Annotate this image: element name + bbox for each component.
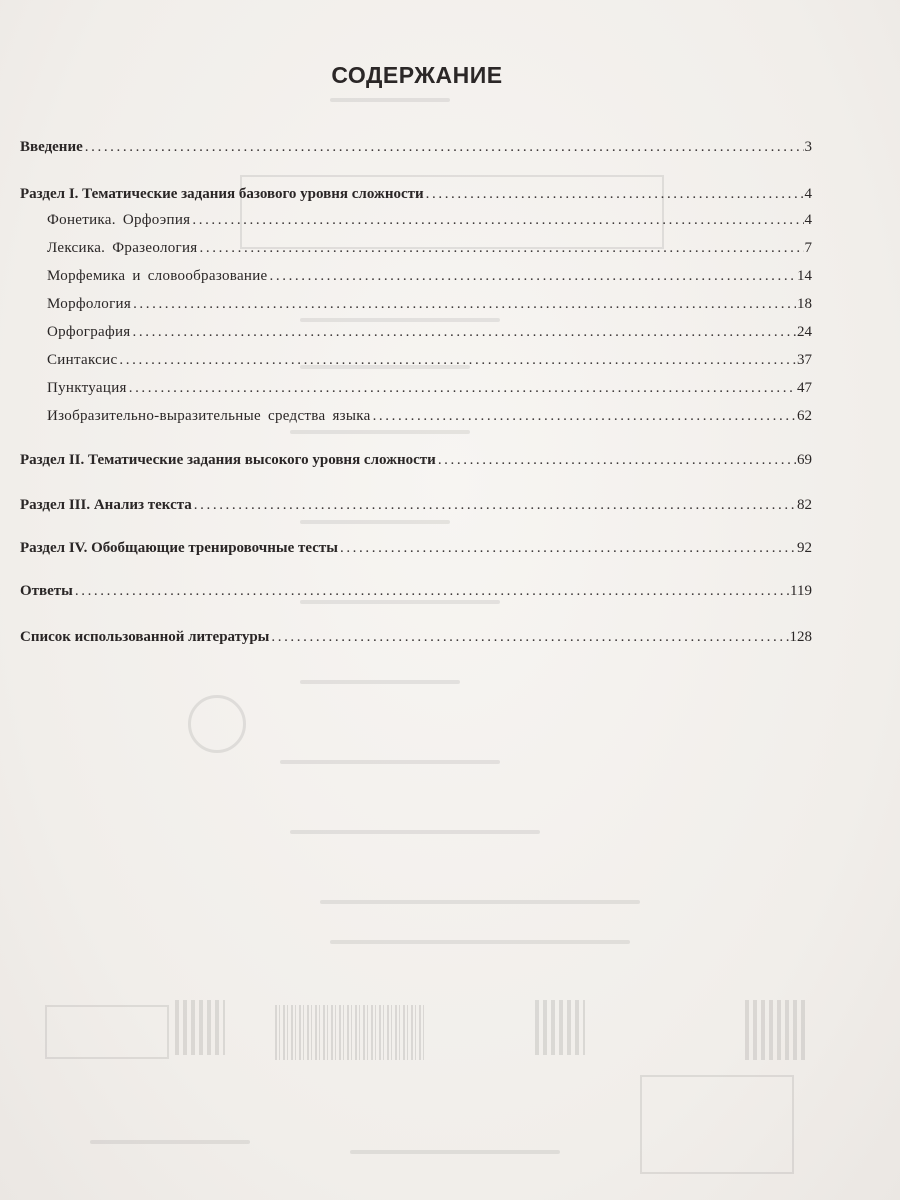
toc-entry bbox=[47, 406, 812, 426]
toc-entry-page: 3 bbox=[804, 139, 812, 155]
dot-leader bbox=[75, 581, 789, 601]
toc-entry-label: Раздел II. Тематические задания высокого уровня сложности bbox=[20, 452, 436, 468]
toc-entry bbox=[47, 322, 812, 342]
toc-entry bbox=[20, 184, 812, 204]
dot-leader bbox=[426, 184, 804, 204]
toc-entry bbox=[20, 495, 812, 515]
toc-entry-page: 82 bbox=[797, 497, 812, 513]
dot-leader bbox=[438, 450, 796, 470]
dot-leader bbox=[271, 627, 788, 647]
toc-entry-label: Ответы bbox=[20, 583, 73, 599]
dot-leader bbox=[85, 137, 804, 157]
toc-entry-label: Раздел III. Анализ текста bbox=[20, 497, 192, 513]
dot-leader bbox=[192, 210, 803, 230]
toc-entry bbox=[47, 238, 812, 258]
toc-entry-page: 62 bbox=[797, 408, 812, 424]
toc-entry-page: 4 bbox=[804, 212, 812, 228]
toc-entry-label: Морфемика и словообразование bbox=[47, 268, 268, 284]
toc-entry-label: Фонетика. Орфоэпия bbox=[47, 212, 191, 228]
toc-entry-page: 128 bbox=[789, 629, 812, 645]
dot-leader bbox=[133, 294, 796, 314]
page-title: СОДЕРЖАНИЕ bbox=[331, 62, 503, 88]
toc-entry-label: Синтаксис bbox=[47, 352, 118, 368]
toc-entry-page: 47 bbox=[797, 380, 812, 396]
toc-entry-page: 37 bbox=[797, 352, 812, 368]
dot-leader bbox=[200, 238, 804, 258]
toc-entry-label: Раздел IV. Обобщающие тренировочные тесты bbox=[20, 540, 338, 556]
toc-entry bbox=[20, 450, 812, 470]
toc-entry-label: Лексика. Фразеология bbox=[47, 240, 198, 256]
toc-entry-page: 119 bbox=[790, 583, 812, 599]
toc-entry-page: 7 bbox=[804, 240, 812, 256]
dot-leader bbox=[133, 322, 796, 342]
toc-entry-label: Введение bbox=[20, 139, 83, 155]
toc-entry-label: Изобразительно-выразительные средства языка bbox=[47, 408, 371, 424]
toc-entry-page: 92 bbox=[797, 540, 812, 556]
toc-entry bbox=[20, 627, 812, 647]
toc-entry bbox=[20, 581, 812, 601]
toc-entry-label: Орфография bbox=[47, 324, 131, 340]
toc-entry-label: Пунктуация bbox=[47, 380, 127, 396]
toc-entry-page: 14 bbox=[797, 268, 812, 284]
toc-entry-label: Раздел I. Тематические задания базового уровня сложности bbox=[20, 186, 424, 202]
toc-entry-label: Список использованной литературы bbox=[20, 629, 270, 645]
dot-leader bbox=[129, 378, 796, 398]
toc-entry bbox=[20, 137, 812, 157]
toc-entry-page: 4 bbox=[804, 186, 812, 202]
dot-leader bbox=[270, 266, 796, 286]
toc-entry bbox=[20, 538, 812, 558]
toc-entry bbox=[47, 350, 812, 370]
dot-leader bbox=[373, 406, 796, 426]
toc-entry bbox=[47, 378, 812, 398]
toc-entry-page: 18 bbox=[797, 296, 812, 312]
toc-entry-label: Морфология bbox=[47, 296, 132, 312]
toc-entry-page: 24 bbox=[797, 324, 812, 340]
dot-leader bbox=[194, 495, 796, 515]
toc-entry bbox=[47, 266, 812, 286]
toc-entry-page: 69 bbox=[797, 452, 812, 468]
toc-entry bbox=[47, 210, 812, 230]
dot-leader bbox=[340, 538, 796, 558]
dot-leader bbox=[119, 350, 796, 370]
toc-entry bbox=[47, 294, 812, 314]
